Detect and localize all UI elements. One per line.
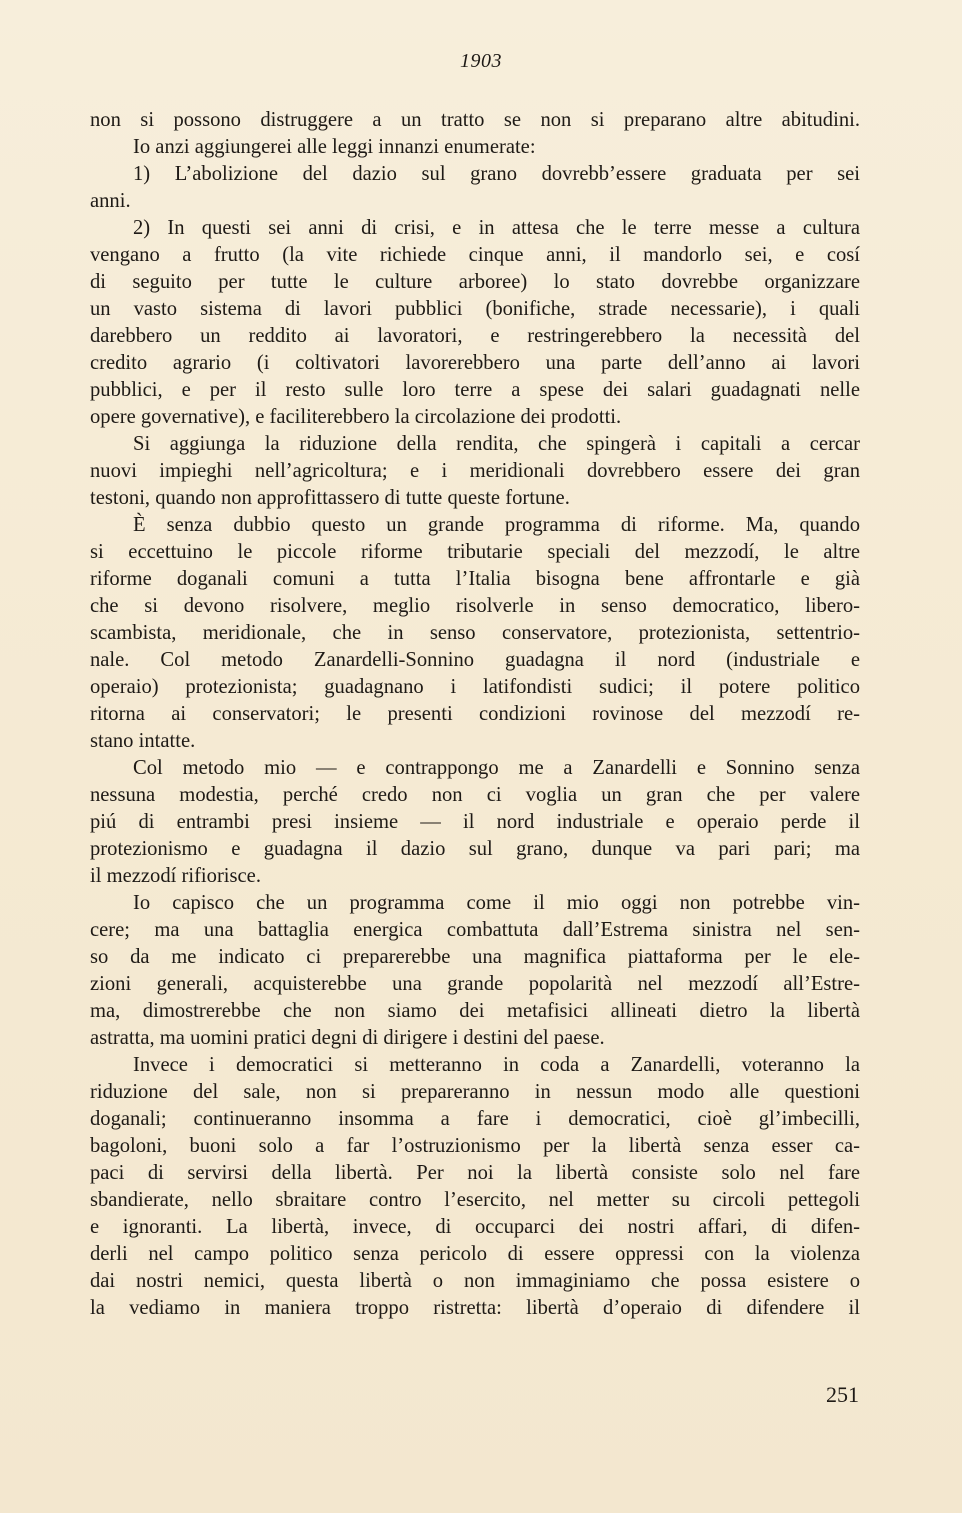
text-line: ritorna ai conservatori; le presenti condizioni rovinose del mezzodí re-	[90, 703, 860, 725]
text-line: Io anzi aggiungerei alle leggi innanzi enumerate:	[133, 136, 536, 158]
text-line: nuovi impieghi nell’agricoltura; e i meridionali dovrebbero essere dei gran	[90, 460, 860, 482]
text-line: cere; ma una battaglia energica combattuta dall’Estrema sinistra nel sen-	[90, 919, 860, 941]
text-line: paci di servirsi della libertà. Per noi la libertà consiste solo nel fare	[90, 1162, 860, 1184]
text-line: protezionismo e guadagna il dazio sul grano, dunque va pari pari; ma	[90, 838, 860, 860]
text-line: zioni generali, acquisterebbe una grande popolarità nel mezzodí all’Estre-	[90, 973, 860, 995]
text-line: Col metodo mio — e contrappongo me a Zanardelli e Sonnino senza	[133, 757, 860, 779]
text-line: astratta, ma uomini pratici degni di dirigere i destini del paese.	[90, 1027, 605, 1049]
text-line: di seguito per tutte le culture arboree) lo stato dovrebbe organizzare	[90, 271, 860, 293]
text-line: dai nostri nemici, questa libertà o non immaginiamo che possa esistere o	[90, 1270, 860, 1292]
text-line: stano intatte.	[90, 730, 196, 752]
text-line: nessuna modestia, perché credo non ci voglia un gran che per valere	[90, 784, 860, 806]
running-head-year: 1903	[460, 50, 502, 72]
text-line: doganali; continueranno insomma a fare i democratici, cioè gl’imbecilli,	[90, 1108, 860, 1130]
text-line: sbandierate, nello sbraitare contro l’esercito, nel metter su circoli pettegoli	[90, 1189, 860, 1211]
text-line: non si possono distruggere a un tratto se non si preparano altre abitudini.	[90, 109, 860, 131]
text-line: opere governative), e faciliterebbero la circolazione dei prodotti.	[90, 406, 622, 428]
text-line: 1) L’abolizione del dazio sul grano dovrebb’essere graduata per sei	[133, 163, 860, 185]
text-line: so da me indicato ci preparerebbe una magnifica piattaforma per le ele-	[90, 946, 860, 968]
text-line: riforme doganali comuni a tutta l’Italia bisogna bene affrontarle e già	[90, 568, 860, 590]
text-line: e ignoranti. La libertà, invece, di occuparci dei nostri affari, di difen-	[90, 1216, 860, 1238]
text-line: si eccettuino le piccole riforme tributarie speciali del mezzodí, le altre	[90, 541, 860, 563]
text-line: il mezzodí rifiorisce.	[90, 865, 261, 887]
text-line: ma, dimostrerebbe che non siamo dei metafisici allineati dietro la libertà	[90, 1000, 860, 1022]
text-line: testoni, quando non approfittassero di tutte queste fortune.	[90, 487, 570, 509]
text-line: la vediamo in maniera troppo ristretta: libertà d’operaio di difendere il	[90, 1297, 860, 1319]
text-line: scambista, meridionale, che in senso conservatore, protezionista, settentrio-	[90, 622, 860, 644]
text-line: Invece i democratici si metteranno in coda a Zanardelli, voteranno la	[133, 1054, 860, 1076]
text-line: derli nel campo politico senza pericolo di essere oppressi con la violenza	[90, 1243, 860, 1265]
text-line: Si aggiunga la riduzione della rendita, che spingerà i capitali a cercar	[133, 433, 860, 455]
text-line: nale. Col metodo Zanardelli-Sonnino guadagna il nord (industriale e	[90, 649, 860, 671]
text-line: pubblici, e per il resto sulle loro terre a spese dei salari guadagnati nelle	[90, 379, 860, 401]
text-line: operaio) protezionista; guadagnano i latifondisti sudici; il potere politico	[90, 676, 860, 698]
text-line: Io capisco che un programma come il mio oggi non potrebbe vin-	[133, 892, 860, 914]
text-line: un vasto sistema di lavori pubblici (bonifiche, strade necessarie), i quali	[90, 298, 860, 320]
page-number: 251	[826, 1382, 859, 1407]
body-text	[90, 107, 860, 1322]
text-line: vengano a frutto (la vite richiede cinque anni, il mandorlo sei, e cosí	[90, 244, 860, 266]
text-line: bagoloni, buoni solo a far l’ostruzionismo per la libertà senza esser ca-	[90, 1135, 860, 1157]
text-line: 2) In questi sei anni di crisi, e in attesa che le terre messe a cultura	[133, 217, 860, 239]
text-line: anni.	[90, 190, 131, 212]
text-line: darebbero un reddito ai lavoratori, e restringerebbero la necessità del	[90, 325, 860, 347]
text-line: piú di entrambi presi insieme — il nord industriale e operaio perde il	[90, 811, 860, 833]
text-line: riduzione del sale, non si prepareranno in nessun modo alle questioni	[90, 1081, 860, 1103]
text-line: che si devono risolvere, meglio risolverle in senso democratico, libero-	[90, 595, 860, 617]
text-line: credito agrario (i coltivatori lavorerebbero una parte dell’anno ai lavori	[90, 352, 860, 374]
text-line: È senza dubbio questo un grande programma di riforme. Ma, quando	[133, 514, 860, 536]
